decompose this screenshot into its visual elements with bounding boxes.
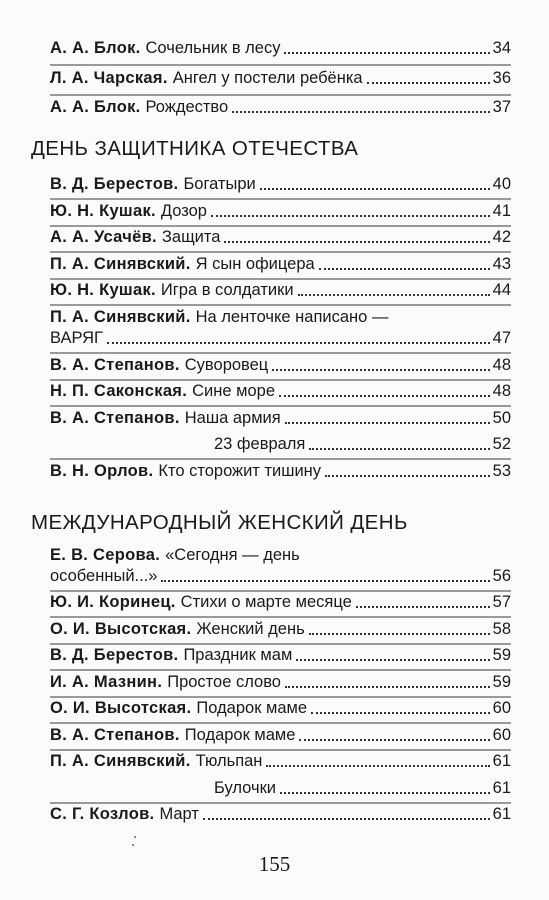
entry-page: 48 <box>492 356 511 374</box>
dot-leader <box>285 421 490 424</box>
row-divider <box>50 590 511 592</box>
dot-leader <box>296 658 489 661</box>
entry-page: 41 <box>492 202 511 220</box>
entry-page: 48 <box>492 382 511 400</box>
toc-entry <box>50 699 511 718</box>
entry-title: Ангел у постели ребёнка <box>172 69 363 87</box>
entry-author: Н. П. Саконская. <box>50 382 188 400</box>
toc-entry <box>50 69 511 88</box>
entry-author: П. А. Синявский. <box>50 308 191 326</box>
dot-leader <box>367 81 490 84</box>
entry-page: 59 <box>492 646 511 664</box>
toc-entry <box>50 39 511 58</box>
row-divider <box>50 696 511 698</box>
dot-leader <box>285 685 490 688</box>
entry-page: 37 <box>492 98 511 116</box>
dot-leader <box>211 214 490 217</box>
entry-page: 60 <box>492 699 511 717</box>
entry-page: 61 <box>492 779 511 797</box>
entry-author: Е. В. Серова. <box>50 546 161 564</box>
entry-title: Булочки <box>214 779 277 797</box>
entry-author: О. И. Высотская. <box>50 699 192 717</box>
entry-author: В. А. Степанов. <box>50 356 180 374</box>
row-divider <box>50 458 511 460</box>
entry-author: В. Д. Берестов. <box>50 175 179 193</box>
entry-author: Ю. Н. Кушак. <box>50 202 156 220</box>
toc-entry <box>50 805 511 824</box>
entry-title: Игра в солдатики <box>160 281 294 299</box>
dot-leader <box>272 368 489 371</box>
entry-title: Стихи о марте месяце <box>180 593 352 611</box>
dot-leader <box>356 605 490 608</box>
entry-page: 53 <box>492 462 511 480</box>
entry-page: 56 <box>492 567 511 585</box>
row-divider <box>50 669 511 671</box>
toc-entry <box>50 98 511 117</box>
toc-entry <box>214 779 511 798</box>
toc-entry <box>50 593 511 612</box>
entry-title: Дозор <box>160 202 207 220</box>
entry-title: Я сын офицера <box>195 255 315 273</box>
toc-entry <box>50 620 511 639</box>
entry-title-continued: ВАРЯГ <box>50 329 103 347</box>
entry-author: В. Д. Берестов. <box>50 646 179 664</box>
dot-leader <box>311 711 490 714</box>
row-divider <box>50 643 511 645</box>
row-divider <box>50 616 511 618</box>
entry-page: 61 <box>492 752 511 770</box>
entry-author: Ю. Н. Кушак. <box>50 281 156 299</box>
entry-page: 61 <box>492 805 511 823</box>
entry-page: 34 <box>492 39 511 57</box>
toc-entry <box>50 281 511 300</box>
row-divider <box>50 251 511 253</box>
toc-entry <box>50 673 511 692</box>
entry-title: Сочельник в лесу <box>145 39 281 57</box>
toc-entry <box>50 382 511 401</box>
entry-title: Подарок маме <box>184 726 296 744</box>
entry-author: А. А. Блок. <box>50 39 141 57</box>
toc-entry <box>214 435 511 454</box>
dot-leader <box>232 110 489 113</box>
row-divider <box>50 405 511 407</box>
dot-leader <box>319 267 490 270</box>
dot-leader <box>298 293 490 296</box>
toc-entry <box>50 356 511 375</box>
entry-author: В. А. Степанов. <box>50 726 180 744</box>
dot-leader <box>260 187 490 190</box>
entry-author: О. И. Высотская. <box>50 620 192 638</box>
entry-title-continued: особенный...» <box>50 567 158 585</box>
entry-author: П. А. Синявский. <box>50 752 191 770</box>
entry-author: В. Н. Орлов. <box>50 462 154 480</box>
entry-title: Март <box>159 805 199 823</box>
toc-entry <box>50 228 511 247</box>
dot-leader <box>299 738 489 741</box>
dot-leader <box>325 474 490 477</box>
entry-title: Суворовец <box>184 356 269 374</box>
row-divider <box>50 802 511 804</box>
entry-page: 57 <box>492 593 511 611</box>
print-speck <box>132 844 134 846</box>
toc-entry <box>50 752 511 771</box>
row-divider <box>50 304 511 306</box>
entry-title: Женский день <box>196 620 305 638</box>
dot-leader <box>203 817 490 820</box>
entry-page: 52 <box>492 435 511 453</box>
entry-title: Подарок маме <box>196 699 308 717</box>
entry-page: 43 <box>492 255 511 273</box>
entry-page: 59 <box>492 673 511 691</box>
row-divider <box>50 722 511 724</box>
row-divider <box>50 278 511 280</box>
page-number: 155 <box>258 852 291 876</box>
entry-page: 47 <box>492 329 511 347</box>
entry-title: На ленточке написано — <box>195 308 389 326</box>
dot-leader <box>266 764 489 767</box>
entry-title: Рождество <box>145 98 229 116</box>
toc-entry <box>50 255 511 274</box>
dot-leader <box>161 579 489 582</box>
entry-title: Наша армия <box>184 409 281 427</box>
print-speck <box>134 836 136 838</box>
entry-page: 40 <box>492 175 511 193</box>
dot-leader <box>309 447 489 450</box>
row-divider <box>50 352 511 354</box>
toc-entry <box>50 202 511 221</box>
entry-author: П. А. Синявский. <box>50 255 191 273</box>
row-divider <box>50 198 511 200</box>
entry-page: 60 <box>492 726 511 744</box>
dot-leader <box>107 341 490 344</box>
entry-page: 50 <box>492 409 511 427</box>
entry-page: 36 <box>492 69 511 87</box>
dot-leader <box>280 791 490 794</box>
dot-leader <box>284 51 489 54</box>
entry-page: 42 <box>492 228 511 246</box>
entry-title: Сине море <box>192 382 276 400</box>
entry-title: «Сегодня — день <box>165 546 300 564</box>
row-divider <box>50 94 511 96</box>
section-heading: МЕЖДУНАРОДНЫЙ ЖЕНСКИЙ ДЕНЬ <box>31 511 408 534</box>
entry-author: Ю. И. Коринец. <box>50 593 176 611</box>
toc-entry <box>50 646 511 665</box>
toc-entry <box>50 726 511 745</box>
toc-entry <box>50 462 511 481</box>
entry-title: Защита <box>161 228 221 246</box>
dot-leader <box>279 394 490 397</box>
entry-title: Тюльпан <box>195 752 263 770</box>
entry-title: Праздник мам <box>183 646 293 664</box>
dot-leader <box>309 632 490 635</box>
row-divider <box>50 379 511 381</box>
entry-title: 23 февраля <box>214 435 306 453</box>
entry-title: Простое слово <box>167 673 281 691</box>
section-heading: ДЕНЬ ЗАЩИТНИКА ОТЕЧЕСТВА <box>31 137 359 160</box>
row-divider <box>50 749 511 751</box>
toc-entry <box>50 175 511 194</box>
toc-entry <box>50 409 511 428</box>
entry-author: С. Г. Козлов. <box>50 805 155 823</box>
entry-page: 44 <box>492 281 511 299</box>
entry-author: В. А. Степанов. <box>50 409 180 427</box>
dot-leader <box>224 240 489 243</box>
entry-title: Богатыри <box>183 175 256 193</box>
row-divider <box>50 64 511 66</box>
entry-author: Л. А. Чарская. <box>50 69 168 87</box>
entry-author: А. А. Усачёв. <box>50 228 157 246</box>
entry-author: И. А. Мазнин. <box>50 673 163 691</box>
entry-title: Кто сторожит тишину <box>158 462 322 480</box>
row-divider <box>50 225 511 227</box>
entry-author: А. А. Блок. <box>50 98 141 116</box>
entry-page: 58 <box>492 620 511 638</box>
